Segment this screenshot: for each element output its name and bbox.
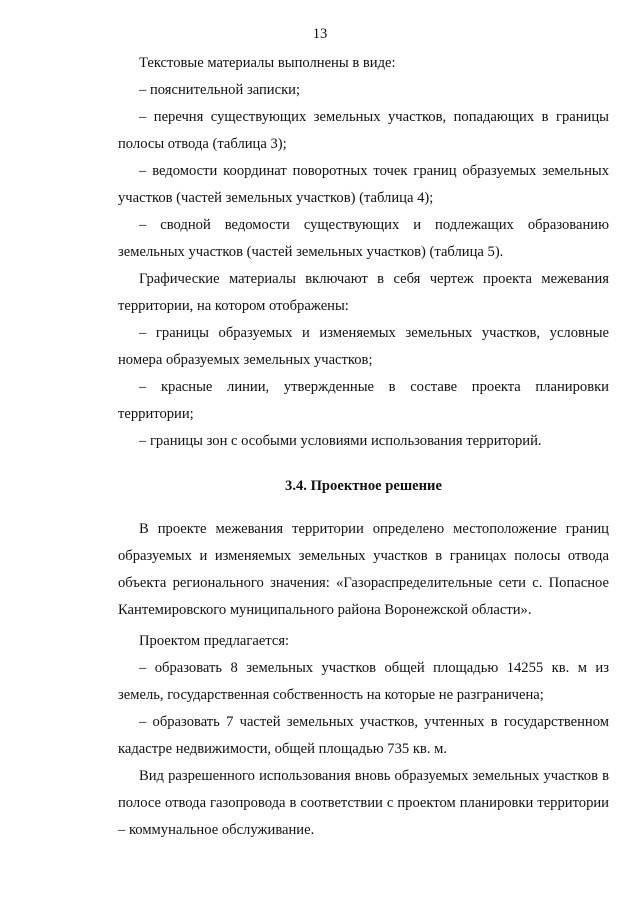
list-item-form-parts: – образовать 7 частей земельных участков, учтенных в государственном кадастре недвижимости, общей площадью 735 кв. м.	[118, 714, 609, 757]
paragraph-project-proposes: Проектом предлагается:	[139, 633, 290, 649]
paragraph-text-materials: Текстовые материалы выполнены в виде:	[139, 55, 396, 71]
section-heading: 3.4. Проектное решение	[285, 478, 442, 494]
list-item-boundaries: – границы образуемых и изменяемых земельных участков, условные номера образуемых земельных участков;	[118, 325, 609, 368]
list-item-explanatory-note: – пояснительной записки;	[139, 82, 301, 98]
list-item-form-plots: – образовать 8 земельных участков общей площадью 14255 кв. м из земель, государственная собственность на которые не разграничена;	[118, 660, 609, 703]
list-item-zones: – границы зон с особыми условиями использования территорий.	[139, 433, 542, 449]
list-item-summary: – сводной ведомости существующих и подлежащих образованию земельных участков (частей земельных участков) (таблица 5).	[118, 217, 609, 260]
list-item-coordinates: – ведомости координат поворотных точек границ образуемых земельных участков (частей земельных участков) (таблица 4);	[118, 163, 609, 206]
page-content	[118, 50, 609, 844]
list-item-red-lines: – красные линии, утвержденные в составе проекта планировки территории;	[118, 379, 609, 422]
paragraph-permitted-use: Вид разрешенного использования вновь образуемых земельных участков в полосе отвода газопровода в соответствии с проектом планировки территории – коммунальное обслуживание.	[118, 768, 609, 838]
paragraph-project-location: В проекте межевания территории определено местоположение границ образуемых и изменяемых земельных участков в границах полосы отвода объекта регионального значения: «Газораспределительные сети с. Попасное Кантемировского муниципального района Воронежской области».	[118, 521, 609, 618]
paragraph-graphic-materials: Графические материалы включают в себя чертеж проекта межевания территории, на котором отображены:	[118, 271, 609, 314]
page-number: 13	[312, 26, 328, 42]
list-item-existing-plots: – перечня существующих земельных участков, попадающих в границы полосы отвода (таблица 3);	[118, 109, 609, 152]
